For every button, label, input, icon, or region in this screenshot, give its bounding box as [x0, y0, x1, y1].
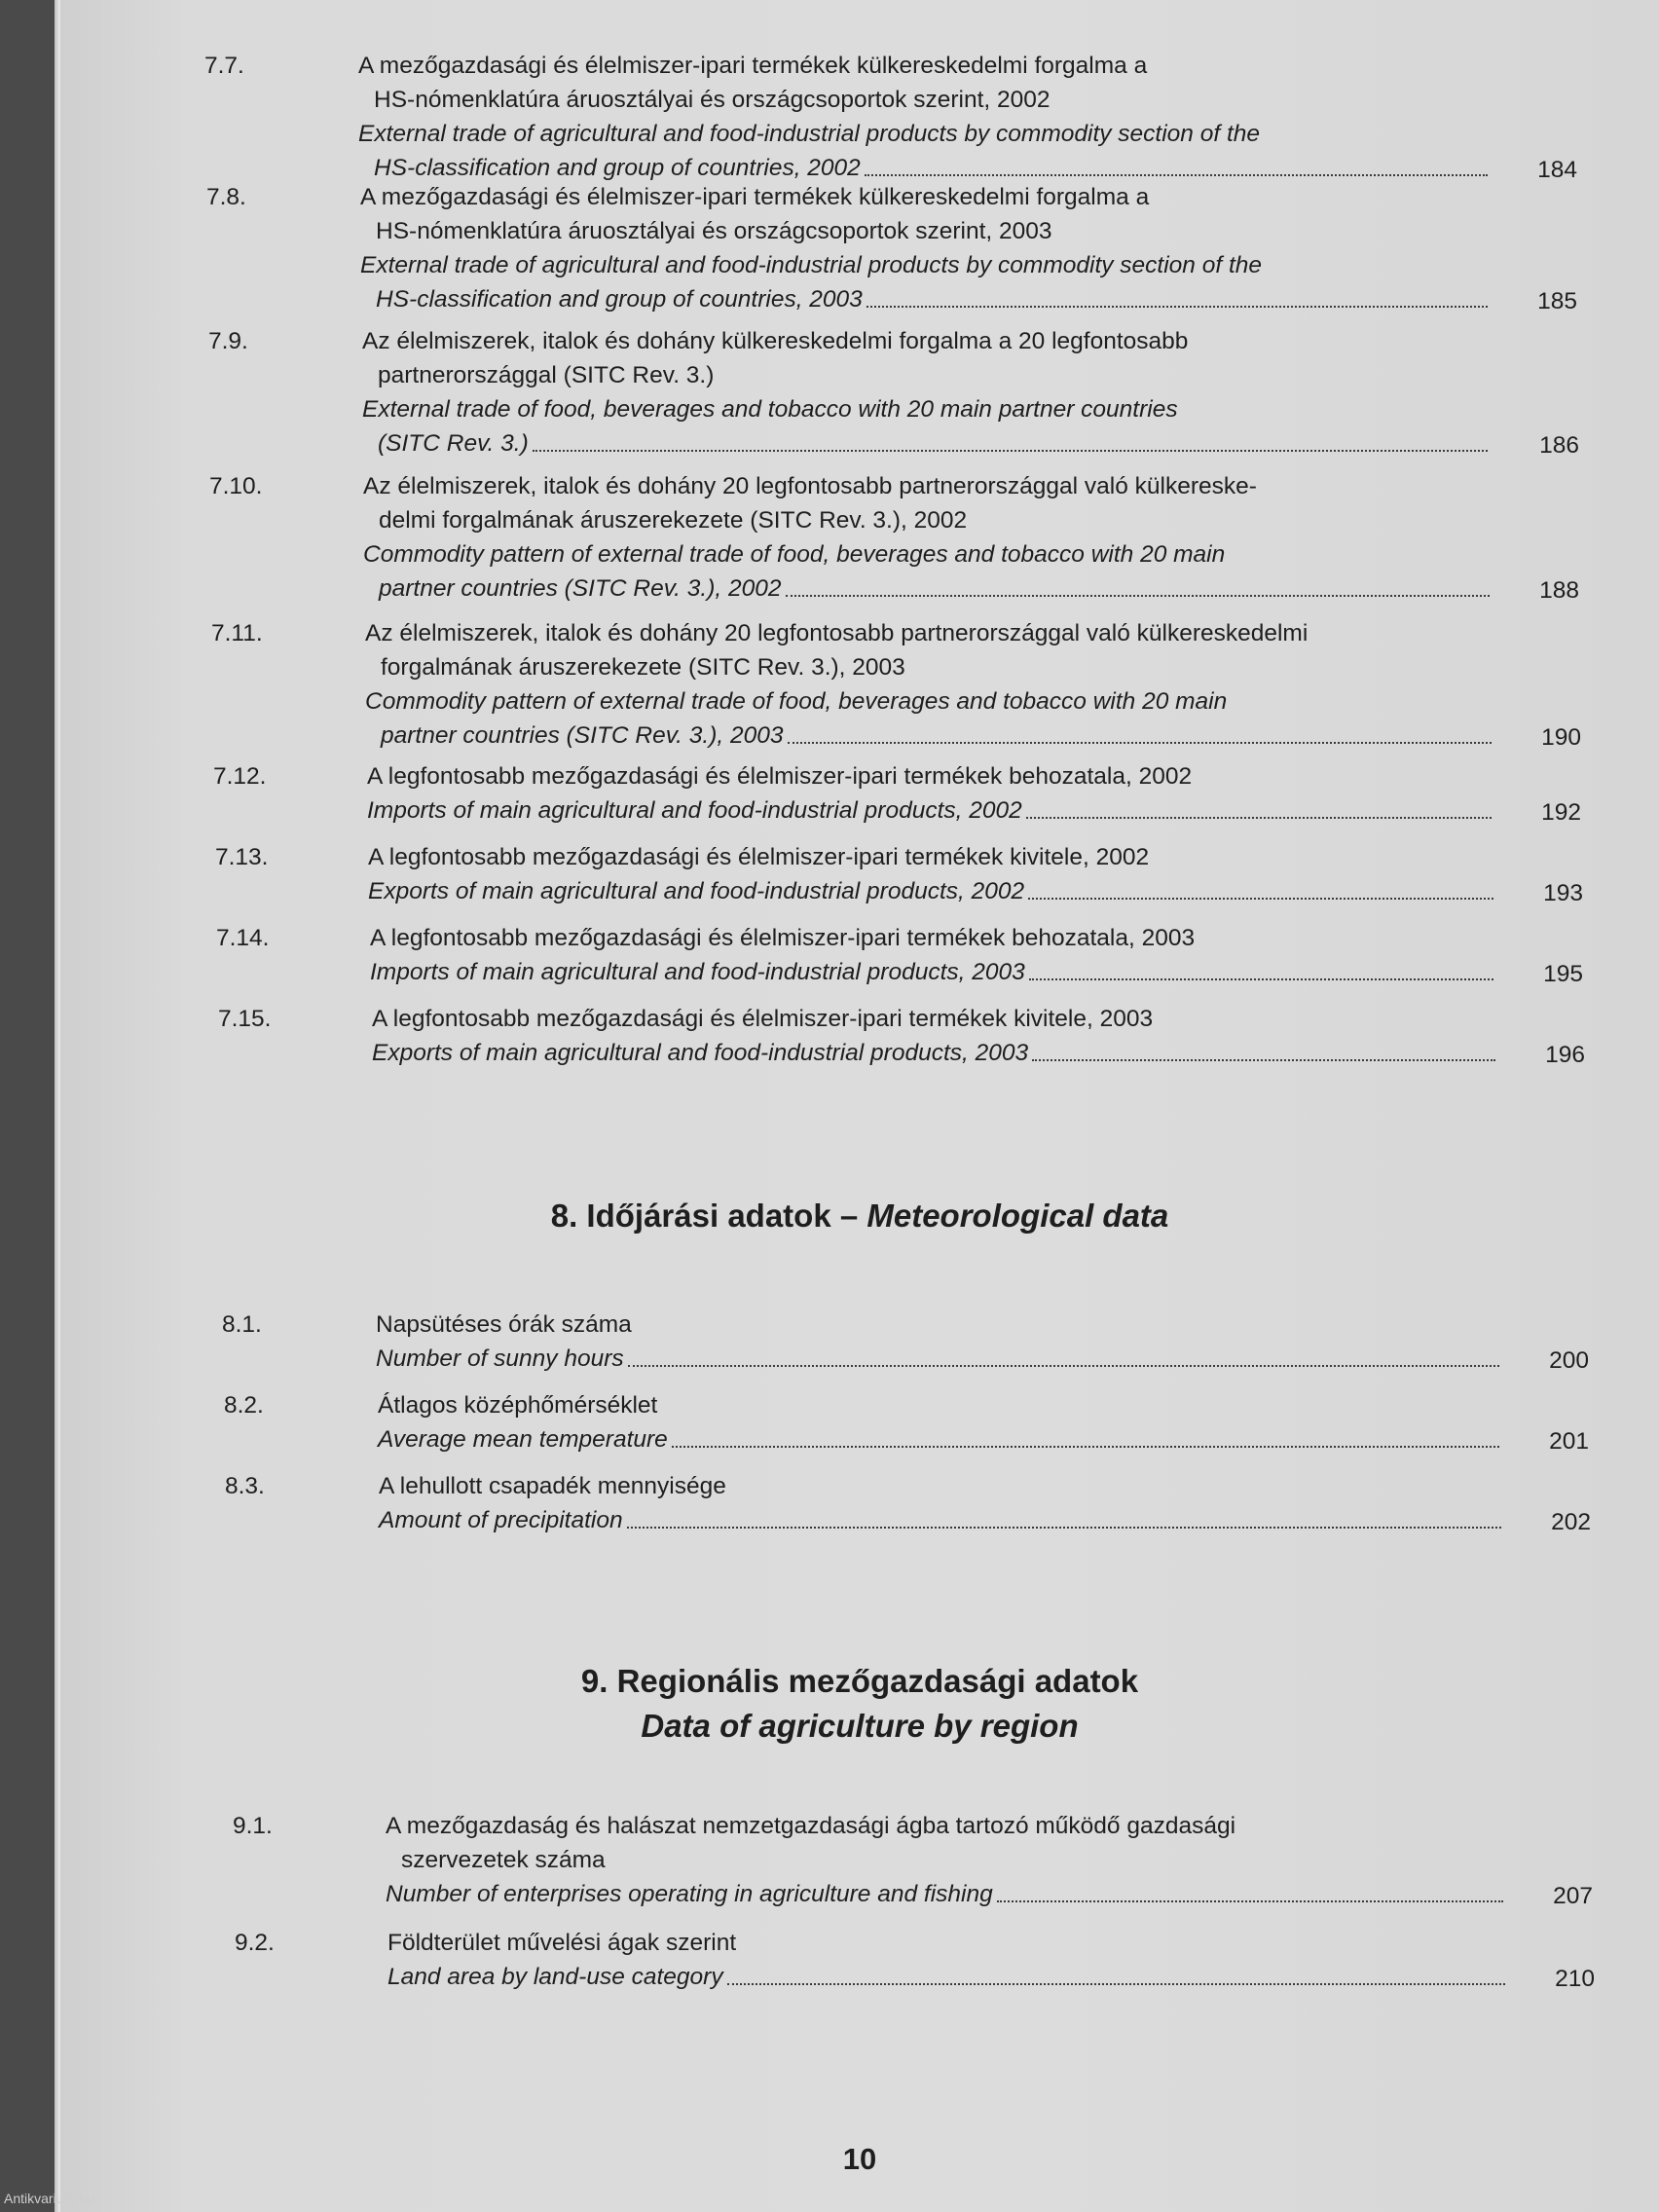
toc-entry-title-hu: A mezőgazdaság és halászat nemzetgazdasági ágba tartozó működő gazdasági [386, 1813, 1236, 1839]
toc-entry-text [365, 616, 1495, 753]
toc-entry-title-en: External trade of agricultural and food-industrial products by commodity section of the [358, 121, 1261, 147]
dot-leader [997, 1899, 1503, 1902]
toc-entry-text [358, 49, 1492, 185]
toc-entry-page: 186 [1539, 432, 1579, 459]
section-9-title-en: Data of agriculture by region [641, 1708, 1079, 1744]
dot-leader [1029, 977, 1493, 980]
toc-entry-number: 7.9. [208, 328, 248, 354]
dot-leader [1028, 897, 1493, 900]
toc-entry-number: 7.15. [218, 1006, 272, 1032]
toc-entry-title-en: Number of enterprises operating in agriculture and fishing [386, 1881, 993, 1907]
dot-leader [865, 173, 1488, 176]
toc-entry-title-hu: Napsütéses órák száma [376, 1311, 632, 1338]
toc-entry-title-en: Exports of main agricultural and food-industrial products, 2003 [372, 1040, 1029, 1066]
toc-entry-title-en: (SITC Rev. 3.) [378, 430, 529, 457]
dot-leader [672, 1445, 1499, 1448]
toc-entry-page: 195 [1543, 961, 1583, 987]
toc-entry-number: 7.13. [215, 844, 269, 870]
toc-entry-number: 8.3. [225, 1473, 265, 1499]
toc-entry-page: 196 [1545, 1042, 1585, 1068]
toc-entry-text [367, 759, 1495, 828]
toc-entry-title-en: Average mean temperature [378, 1426, 668, 1453]
toc-entry-title-hu: HS-nómenklatúra áruosztályai és országcsoportok szerint, 2003 [376, 218, 1052, 244]
toc-entry-title-en: External trade of agricultural and food-industrial products by commodity section of the [360, 252, 1263, 278]
toc-entry-page: 185 [1537, 288, 1577, 314]
dot-leader [788, 741, 1493, 744]
toc-entry-title-hu: Földterület művelési ágak szerint [387, 1930, 737, 1956]
dot-leader [1032, 1058, 1495, 1061]
section-8-title [60, 1194, 1659, 1238]
toc-entry-text [370, 921, 1497, 989]
toc-entry-page: 210 [1555, 1966, 1595, 1992]
toc-entry-page: 202 [1551, 1509, 1591, 1535]
toc-entry-text [387, 1926, 1509, 1994]
toc-entry-title-en: partner countries (SITC Rev. 3.), 2002 [379, 575, 782, 602]
toc-entry-text [372, 1002, 1499, 1070]
toc-entry-title-hu: Átlagos középhőmérséklet [378, 1392, 658, 1419]
section-9-title-hu: 9. Regionális mezőgazdasági adatok [580, 1663, 1139, 1699]
toc-entry-text [363, 469, 1493, 606]
toc-entry-title-en: Commodity pattern of external trade of food, beverages and tobacco with 20 main [363, 541, 1226, 568]
toc-entry-page: 190 [1541, 724, 1581, 751]
toc-entry-number: 7.8. [206, 184, 246, 210]
toc-entry-number: 7.11. [211, 620, 263, 646]
toc-entry-title-hu: A mezőgazdasági és élelmiszer-ipari termékek külkereskedelmi forgalma a [358, 53, 1148, 79]
toc-entry-text [368, 840, 1497, 908]
toc-entry-page: 192 [1541, 799, 1581, 826]
dot-leader [627, 1526, 1501, 1529]
section-8-title-hu: 8. Időjárási adatok – [550, 1198, 867, 1234]
toc-entry-number: 8.1. [222, 1311, 262, 1338]
toc-entry-title-en: Imports of main agricultural and food-industrial products, 2003 [370, 959, 1025, 985]
toc-entry-text [376, 1308, 1503, 1376]
toc-entry-number: 7.7. [204, 53, 244, 79]
toc-entry-number: 7.10. [209, 473, 263, 499]
toc-entry-number: 7.14. [216, 925, 270, 951]
toc-entry-page: 200 [1549, 1347, 1589, 1374]
toc-entry-title-en: Land area by land-use category [387, 1964, 723, 1990]
section-9-title [60, 1659, 1659, 1749]
toc-entry-text [360, 180, 1492, 316]
toc-entry-title-hu: A lehullott csapadék mennyisége [379, 1473, 726, 1499]
toc-entry-title-en: External trade of food, beverages and tobacco with 20 main partner countries [362, 396, 1178, 423]
dot-leader [786, 594, 1491, 597]
toc-entry-page: 207 [1553, 1883, 1593, 1909]
toc-entry-title-en: Exports of main agricultural and food-industrial products, 2002 [368, 878, 1025, 904]
toc-entry-number: 8.2. [224, 1392, 264, 1419]
toc-entry-title-en: partner countries (SITC Rev. 3.), 2003 [381, 722, 784, 749]
toc-entry-title-en: Imports of main agricultural and food-industrial products, 2002 [367, 797, 1022, 824]
toc-entry-page: 184 [1537, 157, 1577, 183]
toc-entry-title-hu: partnerországgal (SITC Rev. 3.) [378, 362, 715, 388]
toc-entry-title-hu: A legfontosabb mezőgazdasági és élelmiszer-ipari termékek behozatala, 2002 [367, 763, 1193, 790]
toc-entry-number: 9.2. [235, 1930, 275, 1956]
page-number: 10 [842, 2142, 877, 2176]
toc-entry-title-en: HS-classification and group of countries, 2003 [376, 286, 863, 313]
toc-entry-number: 7.12. [213, 763, 267, 790]
toc-entry-title-en: Amount of precipitation [379, 1507, 623, 1533]
toc-entry-title-hu: Az élelmiszerek, italok és dohány külkereskedelmi forgalma a 20 legfontosabb [362, 328, 1189, 354]
toc-entry-page: 201 [1549, 1428, 1589, 1455]
toc-entry-title-hu: Az élelmiszerek, italok és dohány 20 legfontosabb partnerországgal való külkereskedelmi [365, 620, 1309, 646]
toc-entry-title-hu: forgalmának áruszerekezete (SITC Rev. 3.), 2003 [381, 654, 905, 681]
toc-entry-title-hu: A legfontosabb mezőgazdasági és élelmiszer-ipari termékek kivitele, 2002 [368, 844, 1150, 870]
toc-entry-title-hu: szervezetek száma [401, 1847, 606, 1873]
toc-entry-title-hu: A mezőgazdasági és élelmiszer-ipari termékek külkereskedelmi forgalma a [360, 184, 1150, 210]
dot-leader [866, 305, 1488, 308]
toc-entry-title-hu: HS-nómenklatúra áruosztályai és országcsoportok szerint, 2002 [374, 87, 1051, 113]
toc-entry-text [386, 1809, 1507, 1911]
toc-entry-title-hu: A legfontosabb mezőgazdasági és élelmiszer-ipari termékek kivitele, 2003 [372, 1006, 1154, 1032]
dot-leader [628, 1364, 1499, 1367]
toc-entry-page: 188 [1539, 577, 1579, 604]
watermark: Antikvarium.hu [4, 2191, 94, 2206]
section-8-title-en: Meteorological data [866, 1198, 1169, 1234]
dot-leader [727, 1982, 1505, 1985]
toc-entry-title-en: Commodity pattern of external trade of food, beverages and tobacco with 20 main [365, 688, 1228, 715]
toc-entry-text [362, 324, 1492, 461]
toc-entry-title-hu: delmi forgalmának áruszerekezete (SITC Rev. 3.), 2002 [379, 507, 968, 534]
toc-entry-text [378, 1388, 1503, 1456]
toc-entry-title-en: HS-classification and group of countries, 2002 [374, 155, 861, 181]
toc-entry-number: 9.1. [233, 1813, 273, 1839]
toc-entry-title-hu: Az élelmiszerek, italok és dohány 20 legfontosabb partnerországgal való külkereske- [363, 473, 1257, 499]
dot-leader [533, 449, 1488, 452]
toc-entry-title-en: Number of sunny hours [376, 1346, 624, 1372]
toc-entry-title-hu: A legfontosabb mezőgazdasági és élelmiszer-ipari termékek behozatala, 2003 [370, 925, 1196, 951]
dot-leader [1026, 816, 1492, 819]
toc-entry-text [379, 1469, 1505, 1537]
toc-entry-page: 193 [1543, 880, 1583, 906]
